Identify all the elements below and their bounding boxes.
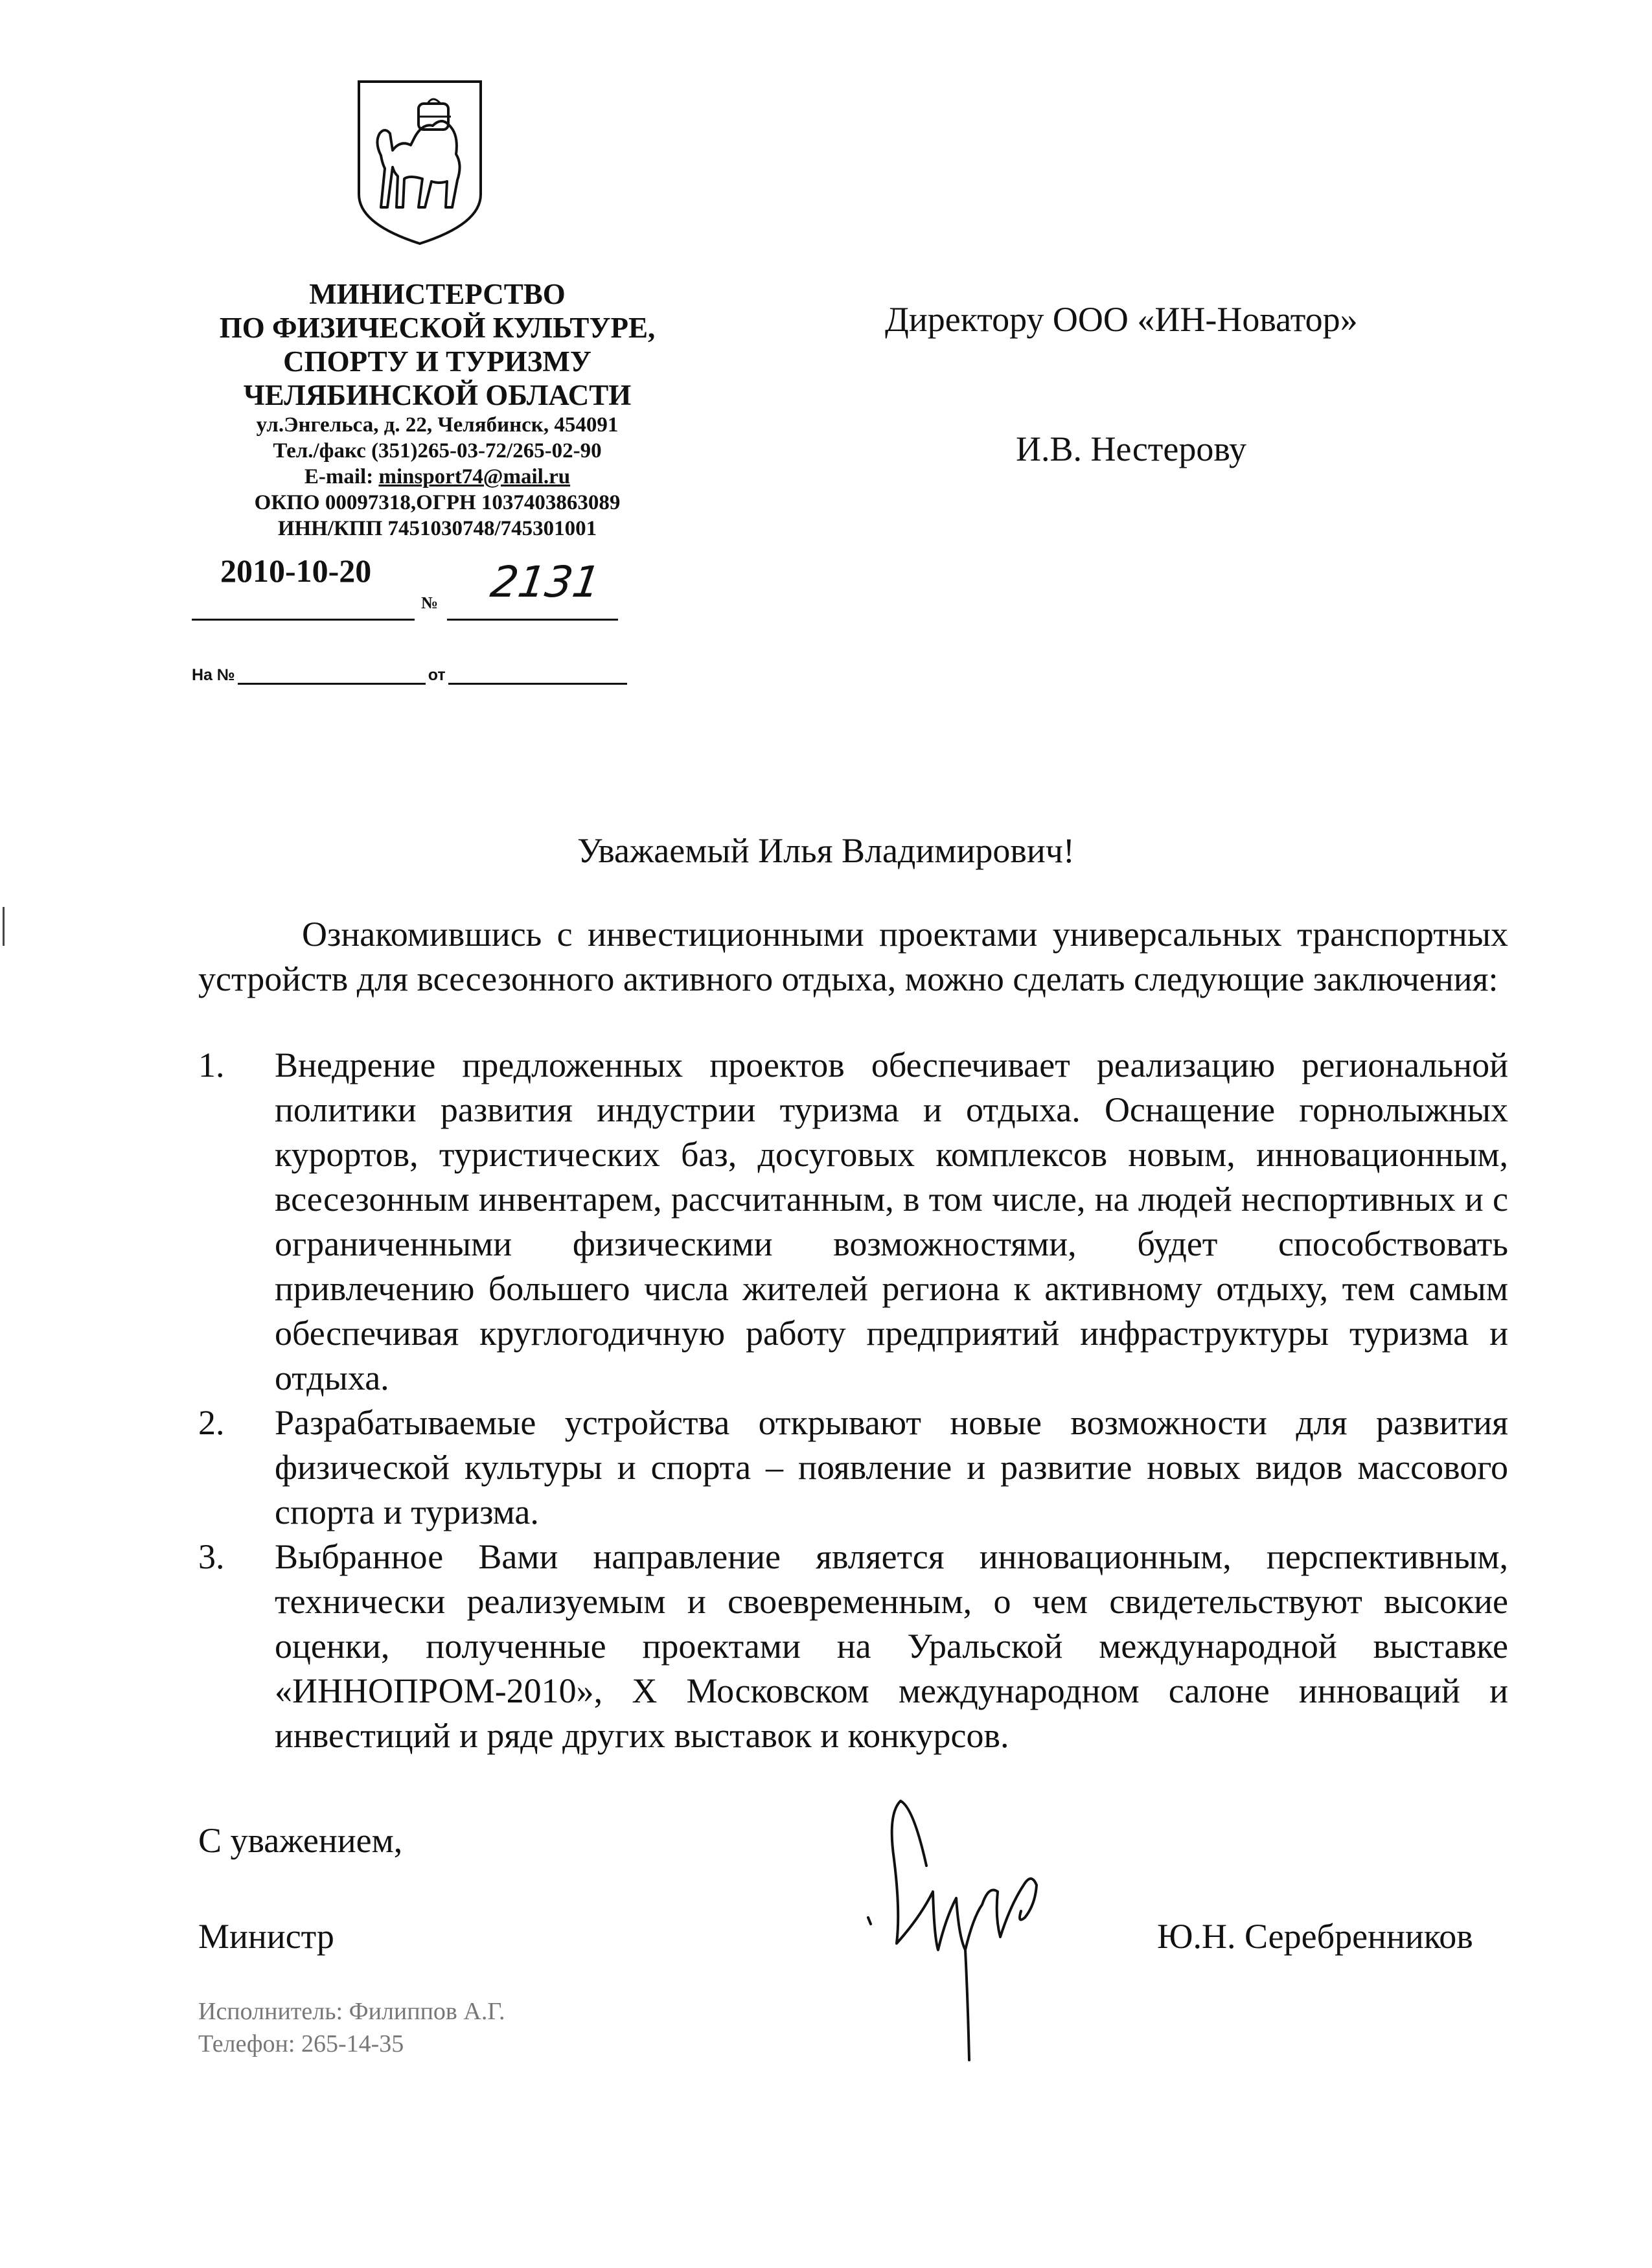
number-underline bbox=[447, 619, 618, 621]
org-name-line: ПО ФИЗИЧЕСКОЙ КУЛЬТУРЕ, bbox=[219, 312, 656, 344]
list-item-text: Внедрение предложенных проектов обеспечивает реализацию региональной политики развития индустрии туризма и отдыха. Оснащение горнолыжных курортов, туристических баз, досуговых комплексов новым, инновационным, всесезонным инвентарем, рассчитанным, в том числе, на людей неспортивных и с ограниченными физическими возможностями, будет способствовать привлечению большего числа жителей региона к активному отдыху, тем самым обеспечивая круглогодичную работу предприятий инфраструктуры туризма и отдыха. bbox=[275, 1046, 1508, 1397]
coat-of-arms-emblem bbox=[355, 78, 485, 247]
recipient-position: Директору ООО «ИН-Новатор» bbox=[885, 300, 1358, 339]
org-name-line: СПОРТУ И ТУРИЗМУ bbox=[283, 345, 591, 378]
handwritten-registration-number: 2131 bbox=[487, 557, 604, 607]
reference-line bbox=[192, 666, 630, 685]
conclusions-list bbox=[198, 1043, 1508, 1758]
list-item-text: Разрабатываемые устройства открывают новые возможности для развития физической культуры и спорта – появление и развитие новых видов массового спорта и туризма. bbox=[275, 1403, 1508, 1531]
inn-kpp: ИНН/КПП 7451030748/745301001 bbox=[277, 517, 597, 540]
org-name-line: МИНИСТЕРСТВО bbox=[309, 278, 566, 310]
list-item bbox=[198, 1401, 1508, 1535]
salutation: Уважаемый Илья Владимирович! bbox=[577, 831, 1075, 870]
list-item-number: 3. bbox=[198, 1537, 225, 1576]
okpo-ogrn: ОКПО 00097318,ОГРН 1037403863089 bbox=[254, 491, 621, 514]
signer-name: Ю.Н. Серебренников bbox=[1157, 1917, 1473, 1956]
closing: С уважением, bbox=[198, 1821, 403, 1860]
org-name-line: ЧЕЛЯБИНСКОЙ ОБЛАСТИ bbox=[243, 379, 632, 411]
list-item-number: 1. bbox=[198, 1046, 225, 1084]
email-line bbox=[181, 464, 693, 490]
document-date: 2010-10-20 bbox=[220, 553, 372, 589]
list-item-number: 2. bbox=[198, 1403, 225, 1442]
email-link[interactable]: minsport74@mail.ru bbox=[378, 465, 571, 488]
signer-position: Министр bbox=[198, 1917, 334, 1956]
date-underline bbox=[192, 619, 415, 621]
email-label: E-mail: bbox=[304, 465, 379, 488]
list-item bbox=[198, 1043, 1508, 1401]
number-sign: № bbox=[421, 593, 439, 612]
executor-phone: Телефон: 265-14-35 bbox=[198, 2030, 404, 2057]
scan-artifact bbox=[3, 907, 5, 946]
letterhead bbox=[181, 277, 693, 542]
reference-date-blank bbox=[448, 669, 627, 685]
address: ул.Энгельса, д. 22, Челябинск, 454091 bbox=[256, 413, 619, 437]
phone-fax: Тел./факс (351)265-03-72/265-02-90 bbox=[273, 439, 602, 463]
executor-info bbox=[198, 1995, 505, 2060]
list-item-text: Выбранное Вами направление является инновационным, перспективным, технически реализуемым и своевременным, о чем свидетельствуют высокие оценки, полученные проектами на Уральской международной выставке «ИННОПРОМ-2010», Х Московском международном салоне инноваций и инвестиций и ряде других выставок и конкурсов. bbox=[275, 1537, 1508, 1755]
reference-prefix: На № bbox=[192, 666, 235, 684]
recipient-name: И.В. Нестерову bbox=[1016, 430, 1247, 468]
handwritten-signature bbox=[862, 1788, 1075, 2073]
reference-number-blank bbox=[238, 669, 426, 685]
executor-name: Исполнитель: Филиппов А.Г. bbox=[198, 1998, 505, 2025]
reference-from: от bbox=[428, 666, 446, 684]
list-item bbox=[198, 1535, 1508, 1758]
intro-paragraph: Ознакомившись с инвестиционными проектами универсальных транспортных устройств для всесезонного активного отдыха, можно сделать следующие заключения: bbox=[198, 915, 1508, 998]
